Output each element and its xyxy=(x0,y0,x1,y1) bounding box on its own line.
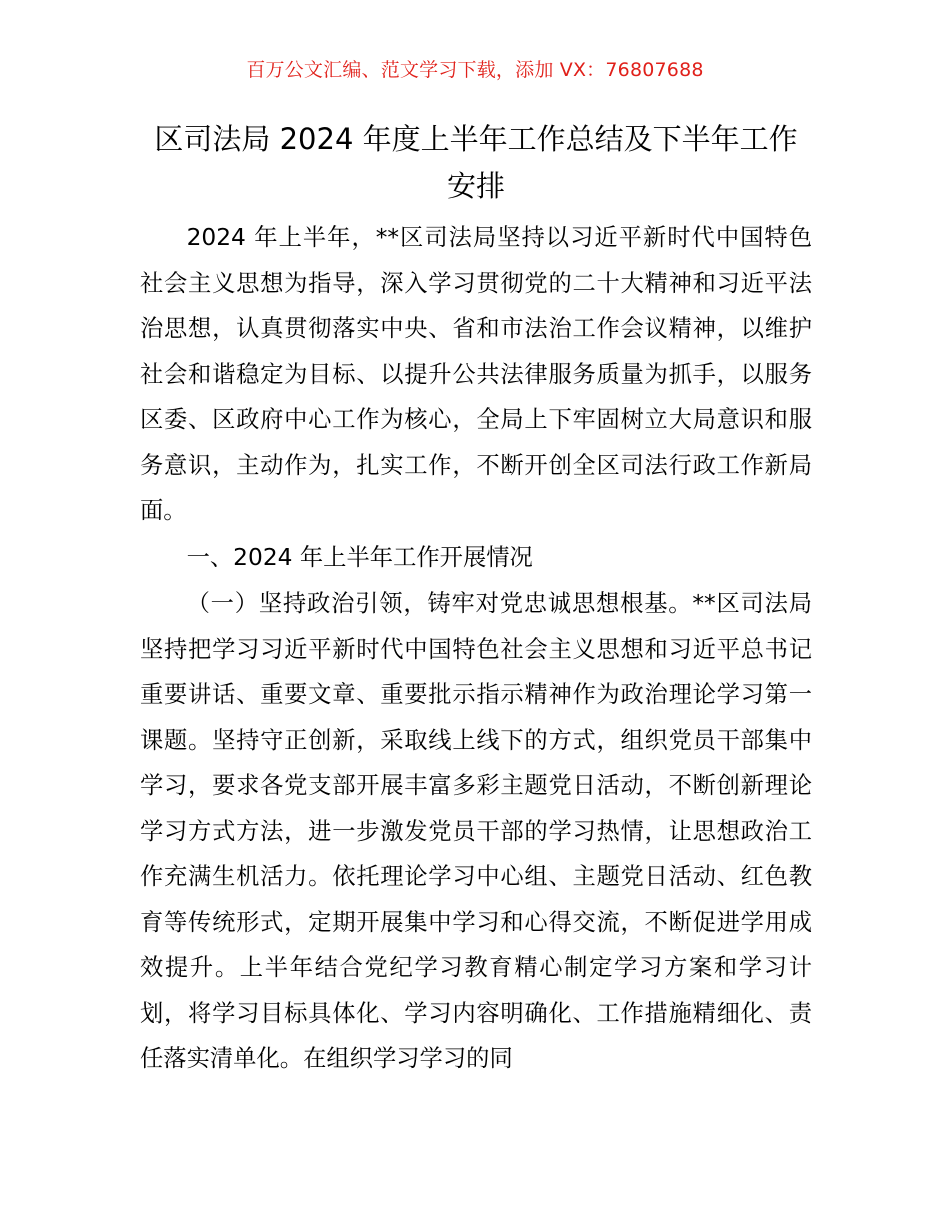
body-paragraph: （一）坚持政治引领，铸牢对党忠诚思想根基。**区司法局坚持把学习习近平新时代中国特色社会主义思想和习近平总书记重要讲话、重要文章、重要批示指示精神作为政治理论学习第一课题。坚持守正创新，采取线上线下的方式，组织党员干部集中学习，要求各党支部开展丰富多彩主题党日活动，不断创新理论学习方式方法，进一步激发党员干部的学习热情，让思想政治工作充满生机活力。依托理论学习中心组、主题党日活动、红色教育等传统形式，定期开展集中学习和心得交流，不断促进学用成效提升。上半年结合党纪学习教育精心制定学习方案和学习计划，将学习目标具体化、学习内容明确化、工作措施精细化、责任落实清单化。在组织学习学习的同 xyxy=(140,590,812,1072)
section-heading: 一、2024 年上半年工作开展情况 xyxy=(186,543,533,571)
document-body xyxy=(140,215,812,1082)
header-watermark: 百万公文汇编、范文学习下载，添加 VX：76807688 xyxy=(246,59,704,81)
document-title: 区司法局 2024 年度上半年工作总结及下半年工作安排 xyxy=(154,122,798,203)
intro-paragraph: 2024 年上半年，**区司法局坚持以习近平新时代中国特色社会主义思想为指导，深入学习贯彻党的二十大精神和习近平法治思想，认真贯彻落实中央、省和市法治工作会议精神，以维护社会和谐稳定为目标、以提升公共法律服务质量为抓手，以服务区委、区政府中心工作为核心，全局上下牢固树立大局意识和服务意识，主动作为，扎实工作，不断开创全区司法行政工作新局面。 xyxy=(140,224,812,524)
